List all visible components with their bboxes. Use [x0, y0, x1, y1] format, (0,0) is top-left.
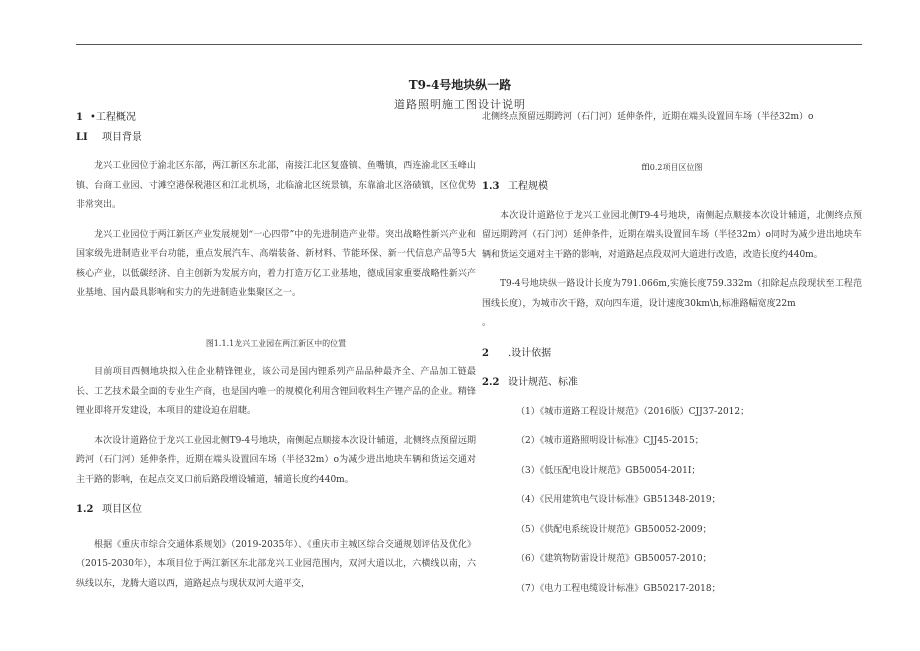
reference-item: （5）《供配电系统设计规范》GB50052-2009；	[516, 524, 712, 535]
paragraph: T9-4号地块纵一路设计长度为791.066m,实施长度759.332m（扣除起点段现状至工程范围线长度），为城市次干路，双向四车道，设计速度30km\h,标准路幅宽度22m	[482, 279, 862, 309]
reference-item: （3）《低压配电设计规范》GB50054-201I；	[516, 465, 701, 476]
section-title: 项目区位	[102, 504, 142, 515]
right-column	[482, 108, 862, 599]
spacer	[482, 511, 862, 521]
reference-item: （2）《城市道路照明设计标准》CJJ45-2015；	[516, 436, 704, 446]
spacer	[482, 363, 862, 373]
spacer	[76, 216, 476, 226]
spacer	[482, 540, 862, 550]
section-number: 1	[76, 112, 83, 123]
section-title: .设计依据	[508, 347, 552, 359]
spacer	[482, 393, 862, 403]
paragraph: 本次设计道路位于龙兴工业园北侧T9-4号地块，南侧起点顺接本次设计辅道，北侧终点预留远期跨河（石门河）延伸条件，近期在端头设置回车场（半径32m）o同时为减少进出地块车辆和货运交通对主干路的影响，对道路起点段双河大道进行改造，改造长度约440m。	[482, 210, 862, 260]
paragraph-end-mark: 。	[482, 318, 492, 328]
figure-space	[482, 128, 862, 158]
section-1-2-heading	[76, 500, 476, 520]
spacer	[76, 490, 476, 500]
section-1-1-heading	[76, 128, 476, 148]
figure-caption: 图1.1.1龙兴工业园在两江新区中的位置	[205, 338, 347, 348]
spacer	[482, 570, 862, 580]
reference-item: （7）《电力工程电缆设计标准》GB50217-2018；	[516, 583, 721, 594]
spacer	[482, 197, 862, 207]
section-number: LI	[76, 131, 88, 143]
reference-item: （1）《城市道路工程设计规范》（2016版）CJJ37-2012；	[516, 406, 750, 417]
spacer	[482, 481, 862, 491]
section-number: 1.2	[76, 504, 94, 515]
header-rule	[76, 44, 862, 45]
figure-caption: ffl0.2项目区位图	[641, 162, 703, 172]
figure-space	[76, 304, 476, 334]
reference-item: （4）《民用建筑电气设计标准》GB51348-2019；	[516, 495, 721, 505]
section-2-heading	[482, 344, 862, 364]
spacer	[76, 147, 476, 157]
spacer	[482, 452, 862, 462]
section-title: 工程规模	[508, 181, 548, 192]
section-number: 1.3	[482, 181, 500, 192]
paragraph: 本次设计道路位于龙兴工业园北侧T9-4号地块，南侧起点顺接本次设计辅道，北侧终点预留远期跨河（石门河）延伸条件，近期在端头设置回车场（半径32m）o为减少进出地块车辆和货运交通对主干路的影响，在起点交叉口前后路段增设辅道，辅道长度约440m。	[76, 435, 476, 485]
paragraph: 龙兴工业园位于两江新区产业发展规划“一心四带”中的先进制造产业带。突出战略性新兴产业和国家级先进制造业平台功能，重点发展汽车、高端装备、新材料、节能环保、新一代信息产品等5大核心产业，以低碳经济、自主创新为发展方向，着力打造万亿工业基地，德成国家重要战略性新兴产业基地、国内最具影响和实力的先进制造业集聚区之一。	[76, 229, 476, 298]
section-2-2-heading	[482, 373, 862, 393]
section-number: 2.2	[482, 377, 500, 388]
section-1-heading	[76, 108, 476, 128]
paragraph: 龙兴工业园位于渝北区东部，两江新区东北部，南接江北区复盛镇、鱼嘴镇，西连渝北区玉峰山镇、台商工业园、寸滩空港保税港区和江北机场，北临渝北区统景镇，东靠渝北区洛碛镇，区位优势非常突出。	[76, 161, 476, 210]
paragraph-continued: 北侧终点预留远期跨河（石门河）延伸条件，近期在端头设置回车场（半径32m）o	[482, 112, 814, 122]
section-1-3-heading	[482, 177, 862, 197]
spacer	[482, 422, 862, 432]
paragraph: 根据《重庆市综合交通体系规划》（2019-2035年）、《重庆市主城区综合交通规划评估及优化》（2015-2030年），本项目位于两江新区东北部龙兴工业园范围内，双河大道以北，六横线以南，六纵线以东，龙腾大道以西，道路起点与现状双河大道平交，	[76, 539, 476, 589]
section-number: 2	[482, 347, 489, 359]
doc-title: T9-4号地块纵一路	[408, 78, 512, 92]
left-column	[76, 108, 476, 594]
spacer	[76, 520, 476, 536]
spacer	[482, 334, 862, 344]
section-title: 设计规范、标准	[508, 377, 578, 388]
paragraph: 目前项目西侧地块拟入住企业精锋锂业，该公司是国内锂系列产品品种最齐全、产品加工链最长、工艺技术最全面的专业生产商，也是国内唯一的规模化利用含锂回收料生产锂产品的企业。精锋锂业即将开发建设，本项目的建设迫在眉睫。	[76, 367, 476, 416]
spacer	[76, 353, 476, 363]
spacer	[482, 265, 862, 275]
spacer	[76, 422, 476, 432]
section-title: 项目背景	[102, 131, 142, 143]
doc-subtitle: 道路照明施工图设计说明	[394, 98, 526, 111]
section-title: •工程概况	[90, 112, 136, 123]
reference-item: （6）《建筑物防雷设计规范》GB50057-2010；	[516, 554, 712, 564]
